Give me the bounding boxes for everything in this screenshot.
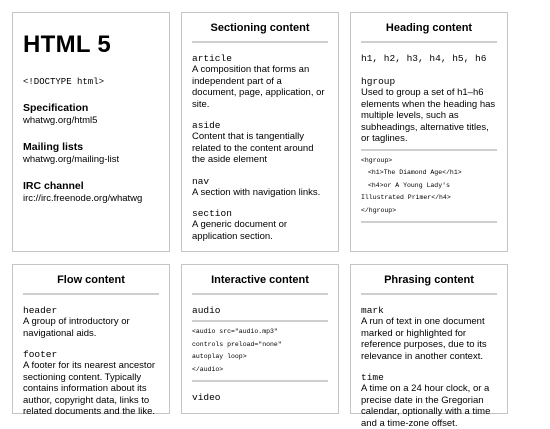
list-item	[192, 53, 328, 110]
desc-footer: A footer for its nearest ancestor sectioning content. Typically contains information about its author, copyright data, links to related documents and the like.	[23, 360, 156, 417]
hgroup-code-sample	[361, 149, 497, 218]
list-item	[23, 349, 159, 418]
code-line: controls preload="none"	[192, 340, 282, 348]
mailing-lists-label: Mailing lists	[23, 141, 84, 153]
page-title: HTML 5	[23, 31, 112, 58]
interactive-heading: Interactive content	[192, 265, 328, 295]
term-aside: aside	[192, 120, 221, 131]
code-line: </hgroup>	[361, 206, 397, 214]
irc-channel-label: IRC channel	[23, 180, 84, 192]
code-line: <h4>or A Young Lady's	[368, 181, 450, 189]
heading-content-heading: Heading content	[361, 13, 497, 43]
interactive-card	[181, 264, 339, 414]
mailing-lists-link[interactable]: whatwg.org/mailing-list	[23, 154, 120, 165]
term-footer: footer	[23, 349, 58, 360]
desc-header: A group of introductory or navigational aids.	[23, 316, 130, 339]
specification-label: Specification	[23, 102, 89, 114]
term-mark: mark	[361, 305, 384, 316]
doctype-text: <!DOCTYPE html>	[23, 77, 105, 87]
audio-code-sample	[192, 320, 328, 376]
heading-tags: h1, h2, h3, h4, h5, h6	[361, 53, 487, 64]
list-item	[361, 76, 497, 145]
term-time: time	[361, 372, 384, 383]
list-item	[192, 208, 328, 242]
term-audio: audio	[192, 305, 221, 316]
phrasing-heading: Phrasing content	[361, 265, 497, 295]
list-item	[361, 372, 497, 429]
specification-link[interactable]: whatwg.org/html5	[23, 115, 98, 126]
sectioning-heading: Sectioning content	[192, 13, 328, 43]
flow-heading: Flow content	[23, 265, 159, 295]
term-header: header	[23, 305, 58, 316]
sectioning-card	[181, 12, 339, 252]
desc-article: A composition that forms an independent part of a document, page, application, or site.	[192, 64, 325, 110]
list-item	[23, 305, 159, 339]
code-line: <audio src="audio.mp3"	[192, 328, 278, 335]
html5-card	[12, 12, 170, 252]
list-item	[192, 176, 328, 199]
code-line: <hgroup>	[361, 156, 393, 164]
desc-nav: A section with navigation links.	[192, 186, 321, 198]
code-divider	[361, 221, 497, 223]
list-item	[361, 305, 497, 362]
desc-section: A generic document or application section.	[192, 219, 288, 242]
irc-channel-link[interactable]: irc://irc.freenode.org/whatwg	[23, 193, 143, 204]
desc-aside: Content that is tangentially related to the content around the aside element	[192, 131, 314, 165]
code-line: </audio>	[192, 365, 224, 373]
heading-card	[350, 12, 508, 252]
term-hgroup: hgroup	[361, 76, 396, 87]
code-line: <h1>The Diamond Age</h1>	[368, 169, 462, 176]
code-line: autoplay loop>	[192, 353, 247, 360]
code-divider	[192, 380, 328, 382]
flow-card	[12, 264, 170, 417]
desc-hgroup: Used to group a set of h1–h6 elements when the heading has multiple levels, such as subheadings, alternative titles, or taglines.	[361, 87, 496, 144]
term-video: video	[192, 392, 221, 403]
code-line: Illustrated Primer</h4>	[361, 194, 451, 201]
term-article: article	[192, 53, 232, 64]
desc-time: A time on a 24 hour clock, or a precise date in the Gregorian calendar, optionally with a time and a time-zone offset.	[361, 383, 491, 429]
desc-mark: A run of text in one document marked or highlighted for reference purposes, due to its relevance in another context.	[361, 316, 487, 362]
term-nav: nav	[192, 175, 210, 187]
phrasing-card	[350, 264, 508, 429]
term-section: section	[192, 208, 232, 219]
list-item	[192, 120, 328, 166]
